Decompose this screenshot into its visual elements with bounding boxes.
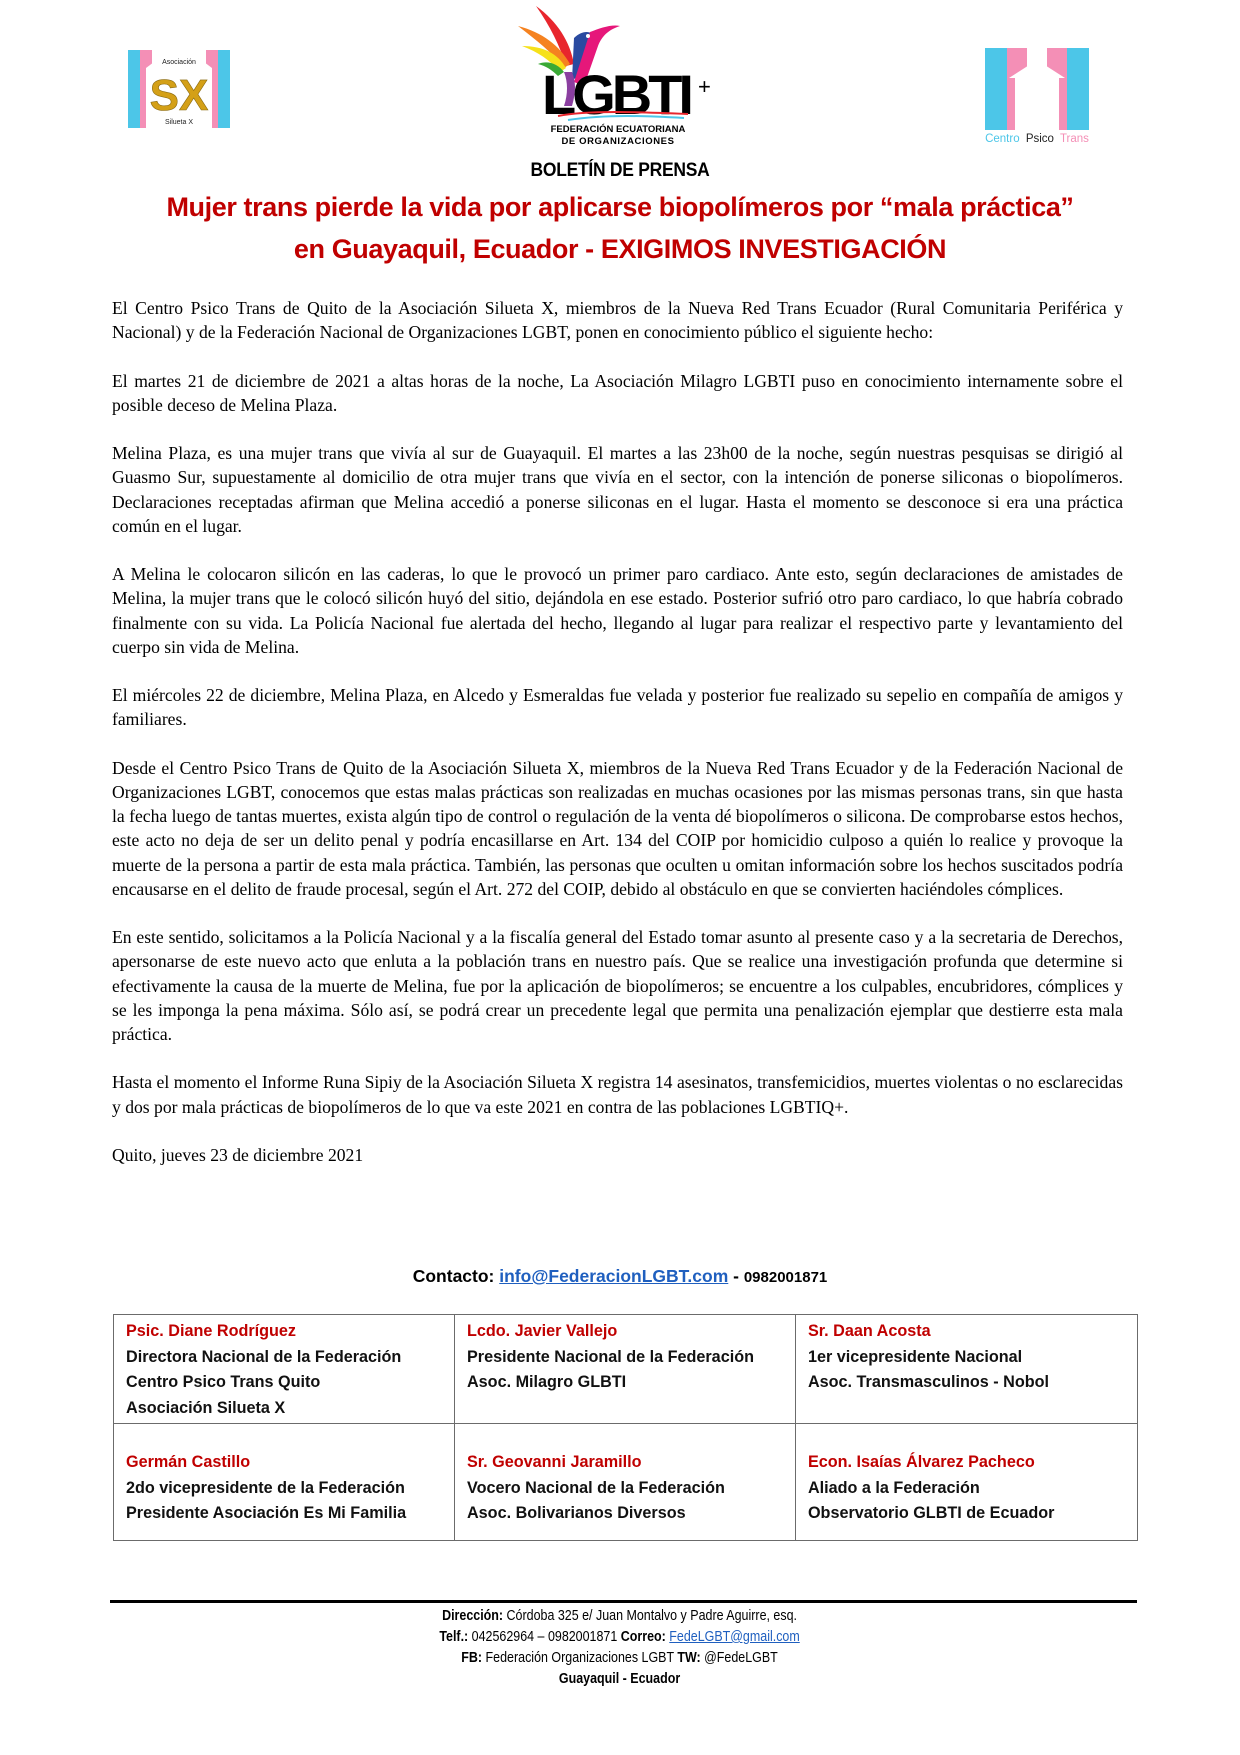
footer-divider	[110, 1600, 1137, 1603]
federacion-lgbti-logo	[508, 2, 730, 148]
centro-psico-trans-logo	[975, 40, 1095, 145]
paragraph: Desde el Centro Psico Trans de Quito de la Asociación Silueta X, miembros de la Nueva Red Trans Ecuador y de la Federación Nacional de Organizaciones LGBT, conocemos que estas malas prácticas son realizadas en muchas ocasiones por las mismas personas trans, sin que hasta la fecha luego de tantas muertes, exista algún tipo de control o regulación de la venta dé biopolímeros o silicona. De comprobarse estos hechos, este acto no deja de ser un delito penal y podría encasillarse en Art. 134 del COIP por homicidio culposo a quién lo realice y provoque la muerte de la persona a partir de esta mala práctica. También, las personas que oculten u omitan información sobre los hechos suscitados podría encausarse en el delito de fraude procesal, según el Art. 272 del COIP, debido al obstáculo en que se convierten haciéndoles cómplices.	[112, 757, 1123, 899]
signatory-cell	[795, 1315, 1137, 1424]
contact-label: Contacto:	[412, 1266, 495, 1286]
headline-line-2: en Guayaquil, Ecuador - EXIGIMOS INVESTIGACIÓN	[293, 234, 947, 264]
logo-sx-top-text: Asociación	[162, 59, 196, 66]
signatory-org: Centro Psico Trans Quito	[126, 1373, 321, 1391]
signatory-role: Vocero Nacional de la Federación	[466, 1478, 725, 1497]
footer-phone-line	[440, 1627, 800, 1648]
paragraph: Hasta el momento el Informe Runa Sipiy de la Asociación Silueta X registra 14 asesinatos, transfemicidios, muertes violentas o no esclarecidas y dos por mala prácticas de biopolímeros de lo que va este 2021 en contra de las poblaciones LGBTIQ+.	[112, 1072, 1123, 1117]
svg-text:Centro Psico T	[985, 133, 1089, 145]
paragraph: El martes 21 de diciembre de 2021 a altas horas de la noche, La Asociación Milagro LGBTI puso en conocimiento internamente sobre el posible deceso de Melina Plaza.	[112, 370, 1123, 415]
footer-tw-label: TW:	[677, 1650, 702, 1666]
footer	[0, 1606, 1240, 1690]
footer-city-line	[440, 1669, 800, 1690]
logo-sx-mark: SX	[149, 71, 209, 120]
footer-email-link[interactable]: FedeLGBT@gmail.com	[669, 1629, 801, 1645]
signatory-name: Sr. Daan Acosta	[807, 1322, 931, 1340]
logo-caption-psico: Psico	[1025, 133, 1054, 145]
signatory-cell	[454, 1315, 795, 1424]
contact-separator: -	[728, 1266, 744, 1286]
footer-phones: 042562964 – 0982001871	[468, 1629, 622, 1645]
headline	[100, 186, 1140, 270]
signatory-name: Psic. Diane Rodríguez	[126, 1322, 297, 1340]
house-icon	[975, 40, 1095, 145]
article-body	[112, 296, 1123, 1191]
paragraph: El Centro Psico Trans de Quito de la Asociación Silueta X, miembros de la Nueva Red Trans Ecuador (Rural Comunitaria Periférica y Nacional) y de la Federación Nacional de Organizaciones LGBT, ponen en conocimiento público el siguiente hecho:	[112, 298, 1123, 343]
paragraph: Melina Plaza, es una mujer trans que vivía al sur de Guayaquil. El martes a las 23h00 de la noche, según nuestras pesquisas se dirigió al Guasmo Sur, supuestamente al domicilio de otra mujer trans que vivía en el sector, con la intención de ponerse siliconas o biopolímeros. Declaraciones receptadas afirman que Melina accedió a ponerse siliconas en el lugar. Hasta el momento se desconoce si era una práctica común en el lugar.	[112, 443, 1123, 536]
contact-line	[0, 1266, 1240, 1287]
signatory-org: Presidente Asociación Es Mi Familia	[126, 1504, 407, 1522]
footer-address: Córdoba 325 e/ Juan Montalvo y Padre Aguirre, esq.	[503, 1608, 798, 1624]
headline-line-1: Mujer trans pierde la vida por aplicarse biopolímeros por “mala práctica”	[166, 192, 1074, 222]
signatory-role: 2do vicepresidente de la Federación	[126, 1478, 405, 1497]
signatory-org: Asoc. Bolivarianos Diversos	[466, 1504, 686, 1522]
footer-city: Guayaquil - Ecuador	[559, 1671, 681, 1687]
footer-fb: Federación Organizaciones LGBT	[482, 1650, 678, 1666]
signatory-org: Observatorio GLBTI de Ecuador	[807, 1504, 1055, 1522]
signatory-name: Sr. Geovanni Jaramillo	[466, 1453, 642, 1471]
contact-phone: 0982001871	[743, 1269, 828, 1286]
signatory-role: Directora Nacional de la Federación	[126, 1347, 402, 1366]
signatory-org: Asociación Silueta X	[126, 1398, 286, 1417]
paragraph: En este sentido, solicitamos a la Policía Nacional y a la fiscalía general del Estado tomar asunto al presente caso y a la secretaria de Derechos, apersonarse de este nuevo acto que enluta a la población trans en nuestro país. Que se realice una investigación profunda que determine si efectivamente la causa de la muerte de Melina, fue por la aplicación de biopolímeros; se encuentre a los culpables, encubridores, cómplices y se les imponga la pena máxima. Sólo así, se podrá crear un precedente legal que permita una penalización ejemplar que destierre esta mala práctica.	[112, 927, 1123, 1044]
logo-federacion-line2: DE ORGANIZACIONES	[561, 136, 675, 147]
hummingbird-icon	[508, 2, 730, 148]
footer-address-line	[440, 1606, 800, 1627]
signatory-cell	[114, 1424, 455, 1541]
signatory-cell	[114, 1315, 455, 1424]
footer-social-line	[440, 1648, 800, 1669]
footer-tw: @FedeLGBT	[701, 1650, 779, 1666]
logo-federacion-line1: FEDERACIÓN ECUATORIANA	[550, 124, 686, 135]
logo-lgbti-plus: +	[698, 74, 711, 99]
signatories-row	[114, 1315, 1138, 1424]
contact-email-link[interactable]: info@FederacionLGBT.com	[499, 1266, 729, 1286]
signatory-name: Germán Castillo	[126, 1453, 251, 1471]
footer-phone-label: Telf.:	[439, 1629, 469, 1645]
footer-email-label: Correo:	[621, 1629, 667, 1645]
logo-sx-bottom-text: Silueta X	[164, 119, 194, 126]
paragraph: A Melina le colocaron silicón en las caderas, lo que le provocó un primer paro cardiaco. Ante esto, según declaraciones de amistades de Melina, la mujer trans que le colocó silicón huyó del sitio, dejándola en ese estado. Posterior sufrió otro paro cardiaco, lo que habría cobrado finalmente con su vida. La Policía Nacional fue alertada del hecho, llegando al lugar para realizar el respectivo parte y levantamiento del cuerpo sin vida de Melina.	[112, 564, 1123, 657]
signatory-role: Presidente Nacional de la Federación	[466, 1347, 754, 1366]
signatory-cell	[454, 1424, 795, 1541]
paragraph: El miércoles 22 de diciembre, Melina Plaza, en Alcedo y Esmeraldas fue velada y posterior fue realizado su sepelio en compañía de amigos y familiares.	[112, 685, 1123, 730]
signatories-row	[114, 1424, 1138, 1541]
date-line: Quito, jueves 23 de diciembre 2021	[112, 1144, 364, 1165]
signatory-cell	[795, 1424, 1137, 1541]
signatory-org: Asoc. Milagro GLBTI	[466, 1373, 627, 1391]
silueta-x-logo	[124, 50, 234, 130]
signatory-role: 1er vicepresidente Nacional	[807, 1347, 1023, 1366]
signatory-name: Econ. Isaías Álvarez Pacheco	[807, 1453, 1035, 1471]
signatory-name: Lcdo. Javier Vallejo	[466, 1322, 618, 1340]
logo-caption-centro: Centro	[985, 133, 1020, 145]
logo-caption-trans: Trans	[1059, 133, 1089, 145]
footer-address-label: Dirección:	[442, 1608, 504, 1624]
signatories-table	[113, 1314, 1138, 1541]
signatory-org: Asoc. Transmasculinos - Nobol	[807, 1373, 1050, 1391]
bulletin-label: BOLETÍN DE PRENSA	[530, 160, 710, 181]
footer-fb-label: FB:	[461, 1650, 483, 1666]
signatory-role: Aliado a la Federación	[807, 1478, 980, 1497]
logo-lgbti-mark: LGBTI	[542, 63, 690, 126]
silueta-x-logo-icon	[124, 50, 234, 130]
